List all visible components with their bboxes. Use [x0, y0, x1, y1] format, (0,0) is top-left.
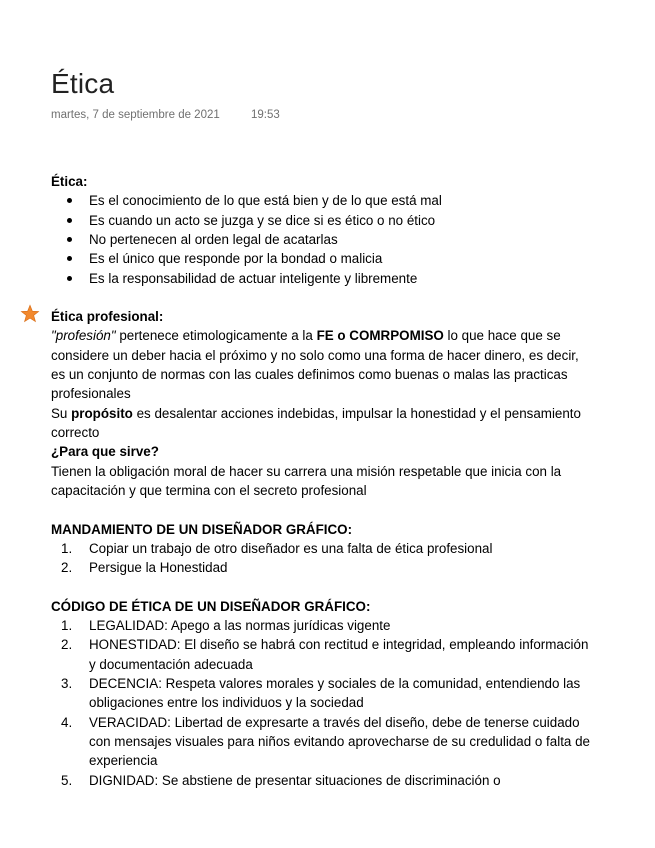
bullet-item: Es el conocimiento de lo que está bien y de lo que está mal: [51, 191, 596, 210]
numbered-item: [51, 674, 596, 713]
bullet-item: Es la responsabilidad de actuar inteligente y libremente: [51, 269, 596, 288]
item-number: 1.: [61, 617, 73, 633]
item-text: HONESTIDAD: El diseño se habrá con rectitud e integridad, empleando información y documentación adecuada: [89, 637, 589, 672]
item-number: 2.: [61, 560, 73, 576]
proposito-emphasis: propósito: [71, 405, 133, 421]
heading-mandamiento: MANDAMIENTO DE UN DISEÑADOR GRÁFICO:: [51, 521, 353, 537]
item-number: 5.: [61, 772, 73, 788]
answer-para-que-sirve: Tienen la obligación moral de hacer su carrera una misión respetable que inicia con la capacitación y que termina con el secreto profesional: [51, 463, 562, 499]
page-meta: [51, 109, 280, 121]
codigo-list: [51, 616, 596, 790]
heading-codigo: CÓDIGO DE ÉTICA DE UN DISEÑADOR GRÁFICO:: [51, 598, 371, 614]
item-text: DIGNIDAD: Se abstiene de presentar situaciones de discriminación o: [89, 772, 501, 788]
numbered-item: [51, 539, 596, 558]
profesion-emphasis: FE o COMRPOMISO: [316, 328, 444, 344]
star-icon[interactable]: [20, 304, 40, 324]
question-para-que-sirve: ¿Para que sirve?: [51, 444, 159, 460]
item-text: Persigue la Honestidad: [89, 560, 228, 576]
proposito-text-b: es desalentar acciones indebidas, impulsar la honestidad y el pensamiento correcto: [51, 405, 581, 441]
spacer: [51, 501, 596, 520]
bullet-item: No pertenecen al orden legal de acatarlas: [51, 230, 596, 249]
spacer: [51, 288, 596, 307]
item-number: 3.: [61, 675, 73, 691]
paragraph-profesion: [51, 326, 596, 403]
note-body[interactable]: [51, 172, 596, 790]
page-title[interactable]: Ética: [51, 68, 115, 99]
bullet-item: Es cuando un acto se juzga y se dice si es ético o no ético: [51, 211, 596, 230]
item-text: Copiar un trabajo de otro diseñador es una falta de ética profesional: [89, 540, 493, 556]
page-time: 19:53: [250, 109, 280, 121]
profesion-text-a: pertenece etimologicamente a la: [115, 328, 317, 344]
proposito-text-a: Su: [51, 405, 72, 421]
item-number: 1.: [61, 540, 73, 556]
star-shape: [21, 305, 38, 321]
heading-etica: Ética:: [51, 174, 88, 189]
spacer: [51, 578, 596, 597]
item-number: 4.: [61, 714, 73, 730]
item-number: 2.: [61, 637, 73, 653]
numbered-item: [51, 713, 596, 771]
mandamiento-list: [51, 539, 596, 578]
item-text: DECENCIA: Respeta valores morales y sociales de la comunidad, entendiendo las obligaciones entre los individuos y la sociedad: [89, 675, 581, 711]
bullet-item: Es el único que responde por la bondad o malicia: [51, 249, 596, 268]
profesion-term: "profesión": [51, 328, 116, 344]
numbered-item: [51, 771, 596, 790]
profesion-text-b: lo que hace que se considere un deber hacia el próximo y no solo como una forma de hacer dinero, es decir, es un conjunto de normas con las cuales definimos como buenas o malas las practicas profesionales: [51, 328, 579, 402]
numbered-item: [51, 616, 596, 635]
paragraph-proposito: [51, 404, 596, 443]
item-text: VERACIDAD: Libertad de expresarte a través del diseño, debe de tenerse cuidado con mensajes visuales para niños evitando aprovecharse de su credulidad o falta de experiencia: [89, 714, 590, 769]
item-text: LEGALIDAD: Apego a las normas jurídicas vigente: [89, 617, 391, 633]
etica-bullet-list: [51, 191, 596, 288]
page-date: martes, 7 de septiembre de 2021: [51, 109, 220, 121]
heading-etica-profesional: Ética profesional:: [51, 309, 164, 325]
numbered-item: [51, 558, 596, 577]
numbered-item: [51, 635, 596, 674]
